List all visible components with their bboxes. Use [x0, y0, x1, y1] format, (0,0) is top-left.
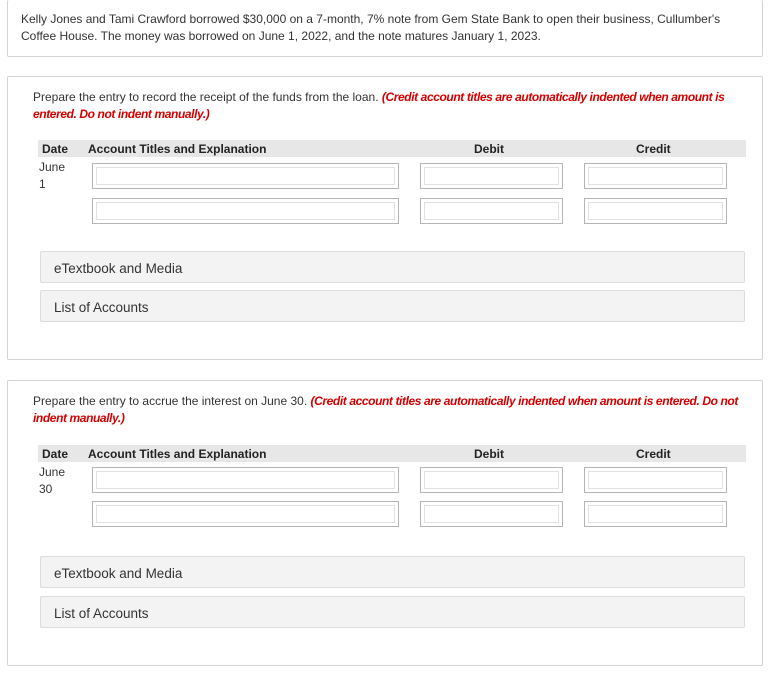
entry-date-day: 30 [39, 482, 53, 496]
account-title-input-row-1[interactable] [92, 467, 399, 493]
credit-input-row-1[interactable] [584, 163, 727, 189]
problem-statement-card [7, 0, 763, 57]
journal-table-header [38, 140, 746, 157]
journal-table-header [38, 445, 746, 462]
debit-input-row-2[interactable] [420, 501, 563, 527]
account-column-header: Account Titles and Explanation [88, 142, 267, 156]
entry-date-day: 1 [39, 177, 46, 191]
question-1-prompt [33, 89, 748, 123]
question-2-indent-note: (Credit account titles are automatically indented when amount is entered. Do not indent manually.) [33, 394, 738, 425]
credit-input-row-1[interactable] [584, 467, 727, 493]
account-title-input-row-2[interactable] [92, 501, 399, 527]
problem-statement: Kelly Jones and Tami Crawford borrowed $30,000 on a 7-month, 7% note from Gem State Bank to open their business, Cullumber's Coffee House. The money was borrowed on June 1, 2022, and the note matures January 1, 2023. [21, 12, 721, 43]
debit-input-row-2[interactable] [420, 198, 563, 224]
question-2-prompt [33, 393, 748, 427]
etextbook-media-button[interactable]: eTextbook and Media [40, 251, 745, 283]
question-2-instruction: Prepare the entry to accrue the interest on June 30. [33, 394, 308, 408]
entry-date-month: June [39, 465, 66, 479]
entry-date [39, 464, 65, 498]
question-1-indent-note: (Credit account titles are automatically indented when amount is entered. Do not indent manually.) [33, 90, 725, 121]
entry-date-month: June [39, 160, 66, 174]
date-column-header: Date [42, 142, 69, 156]
date-column-header: Date [42, 447, 69, 461]
debit-column-header: Debit [474, 142, 504, 156]
debit-input-row-1[interactable] [420, 163, 563, 189]
debit-column-header: Debit [474, 447, 504, 461]
etextbook-media-button[interactable]: eTextbook and Media [40, 556, 745, 588]
question-1-card [7, 76, 763, 360]
account-title-input-row-2[interactable] [92, 198, 399, 224]
list-of-accounts-button[interactable]: List of Accounts [40, 290, 745, 322]
list-of-accounts-button[interactable]: List of Accounts [40, 596, 745, 628]
credit-input-row-2[interactable] [584, 198, 727, 224]
debit-input-row-1[interactable] [420, 467, 563, 493]
entry-date [39, 159, 65, 193]
credit-column-header: Credit [636, 142, 671, 156]
credit-column-header: Credit [636, 447, 671, 461]
question-2-card [7, 380, 763, 666]
credit-input-row-2[interactable] [584, 501, 727, 527]
question-1-instruction: Prepare the entry to record the receipt of the funds from the loan. [33, 90, 379, 104]
account-title-input-row-1[interactable] [92, 163, 399, 189]
account-column-header: Account Titles and Explanation [88, 447, 267, 461]
